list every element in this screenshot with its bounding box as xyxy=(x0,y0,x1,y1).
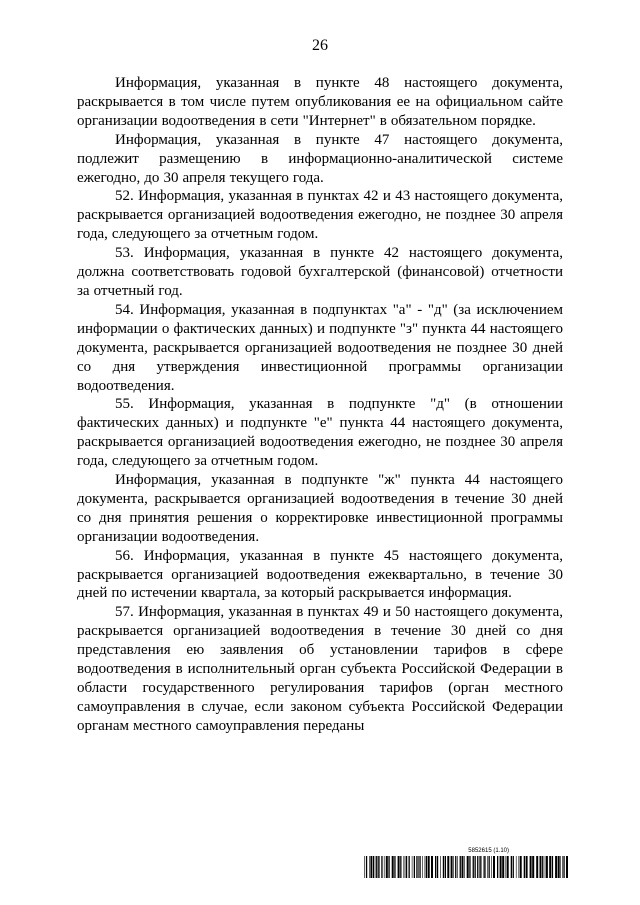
paragraph-info-p47: Информация, указанная в пункте 47 настоящего документа, подлежит размещению в информационно-аналитической системе ежегодно, до 30 апреля текущего года. xyxy=(77,131,563,186)
paragraph-55: 55. Информация, указанная в подпункте "д" (в отношении фактических данных) и подпункте "е" пункта 44 настоящего документа, раскрывается организацией водоотведения ежегодно, не позднее 30 апреля года, следующего за отчетным годом. xyxy=(77,396,563,470)
barcode xyxy=(364,848,569,878)
barcode-caption: 5852615 (1.10) xyxy=(468,848,509,854)
page-number: 26 xyxy=(312,37,328,54)
paragraph-54: 54. Информация, указанная в подпунктах "а" - "д" (за исключением информации о фактических данных) и подпункте "з" пункта 44 настоящего документа, раскрывается организацией водоотведения не позднее 30 дней со дня утверждения инвестиционной программы организации водоотведения. xyxy=(77,301,563,394)
barcode-bars xyxy=(364,856,569,878)
paragraph-53: 53. Информация, указанная в пункте 42 настоящего документа, должна соответствовать годовой бухгалтерской (финансовой) отчетности за отчетный год. xyxy=(77,245,563,299)
paragraph-56: 56. Информация, указанная в пункте 45 настоящего документа, раскрывается организацией водоотведения ежеквартально, в течение 30 дней по истечении квартала, за который раскрывается информация. xyxy=(77,547,563,602)
paragraph-info-p48: Информация, указанная в пункте 48 настоящего документа, раскрывается в том числе путем опубликования ее на официальном сайте организации водоотведения в сети "Интернет" в обязательном порядке. xyxy=(77,75,563,129)
document-body xyxy=(77,74,563,736)
paragraph-info-zh: Информация, указанная в подпункте "ж" пункта 44 настоящего документа, раскрывается организацией водоотведения в течение 30 дней со дня принятия решения о корректировке инвестиционной программы организации водоотведения. xyxy=(77,472,563,545)
paragraph-57: 57. Информация, указанная в пунктах 49 и 50 настоящего документа, раскрывается организацией водоотведения в течение 30 дней со дня представления ею заявления об установлении тарифов в сфере водоотведения в исполнительный орган субъекта Российской Федерации в области государственного регулирования тарифов (орган местного самоуправления в случае, если законом субъекта Российской Федерации органам местного самоуправления переданы xyxy=(77,604,563,734)
paragraph-52: 52. Информация, указанная в пунктах 42 и 43 настоящего документа, раскрывается организацией водоотведения ежегодно, не позднее 30 апреля года, следующего за отчетным годом. xyxy=(77,188,563,243)
